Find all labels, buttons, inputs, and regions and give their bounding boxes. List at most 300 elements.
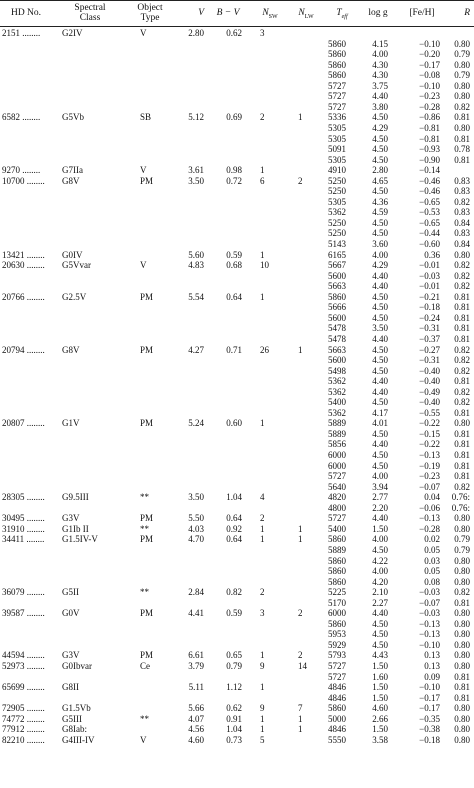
r-cell: 0.81	[454, 112, 470, 123]
b-minus-v-cell: 0.62	[226, 28, 242, 38]
feh-cell: 0.02	[424, 534, 440, 545]
logg-cell: 4.00	[372, 534, 388, 545]
hd-cell: 6582 ........	[2, 112, 41, 123]
nsw-cell: 1	[260, 523, 265, 534]
table-row	[0, 28, 474, 39]
r-cell: 0.79	[454, 534, 470, 545]
logg-cell: 4.50	[372, 302, 388, 313]
table-row	[0, 650, 474, 661]
teff-cell: 5889	[328, 544, 346, 555]
teff-cell: 5727	[328, 513, 346, 524]
v-mag-cell: 4.83	[188, 260, 204, 271]
logg-cell: 4.50	[372, 397, 388, 408]
teff-cell: 5170	[328, 597, 346, 608]
spectral-class-cell: G5Vvar	[62, 260, 91, 271]
r-cell: 0.81	[454, 291, 470, 302]
r-cell: 0.82	[454, 587, 470, 598]
hd-cell: 39587 ........	[2, 608, 45, 619]
r-cell: 0.80	[454, 608, 470, 619]
r-cell: 0.84	[454, 217, 470, 228]
r-cell: 0.80	[454, 724, 470, 735]
table-row	[0, 397, 474, 408]
feh-cell: −0.60	[419, 239, 440, 249]
logg-cell: 4.50	[372, 144, 388, 155]
teff-cell: 5889	[328, 418, 346, 429]
b-minus-v-cell: 0.72	[226, 175, 242, 186]
logg-cell: 4.15	[372, 38, 388, 49]
hd-cell: 20794 ........	[2, 344, 45, 355]
header-bv-text: B − V	[216, 8, 240, 18]
table-row	[0, 418, 474, 429]
v-mag-cell: 5.11	[188, 682, 204, 693]
object-type-cell: **	[140, 713, 149, 724]
feh-cell: 0.08	[424, 576, 440, 587]
header-hd-no: HD No.	[10, 8, 42, 18]
b-minus-v-cell: 0.64	[226, 291, 242, 302]
r-cell: 0.83	[454, 207, 470, 218]
table-row	[0, 482, 474, 493]
header-object-line2: Type	[140, 13, 160, 23]
feh-cell: −0.10	[419, 38, 440, 49]
table-row	[0, 471, 474, 482]
r-cell: 0.80	[454, 122, 470, 133]
teff-cell: 4846	[328, 692, 346, 703]
feh-cell: 0.13	[424, 650, 440, 661]
feh-cell: −0.93	[419, 144, 440, 155]
header-spectral-class	[60, 3, 120, 23]
teff-cell: 5336	[328, 112, 346, 123]
r-cell: 0.80	[454, 618, 470, 629]
teff-cell: 5860	[328, 703, 346, 714]
r-cell: 0.79	[454, 70, 470, 81]
logg-cell: 3.58	[372, 734, 388, 745]
r-cell: 0.82	[454, 344, 470, 355]
logg-cell: 4.00	[372, 249, 388, 260]
feh-cell: −0.40	[419, 376, 440, 387]
r-cell: 0.80	[454, 523, 470, 534]
object-type-cell: Ce	[140, 661, 150, 671]
logg-cell: 4.50	[372, 639, 388, 650]
teff-cell: 4800	[328, 502, 346, 513]
object-type-cell: V	[140, 260, 147, 271]
r-cell: 0.81	[454, 439, 470, 450]
v-mag-cell: 5.50	[188, 513, 204, 524]
feh-cell: −0.14	[419, 165, 440, 176]
logg-cell: 2.27	[372, 597, 388, 608]
table-row	[0, 450, 474, 461]
table-row	[0, 672, 474, 683]
object-type-cell: PM	[140, 608, 154, 619]
nlw-cell: 2	[298, 650, 303, 661]
table-row	[0, 155, 474, 166]
b-minus-v-cell: 1.04	[226, 724, 242, 735]
r-cell: 0.82	[454, 365, 470, 376]
table-row	[0, 693, 474, 704]
table-row	[0, 207, 474, 218]
r-cell: 0.80	[454, 91, 470, 102]
hd-cell: 77912 ........	[2, 724, 45, 735]
header-spectral-line2: Class	[79, 13, 101, 23]
feh-cell: −0.21	[419, 291, 440, 302]
teff-cell: 5362	[328, 207, 346, 218]
feh-cell: −0.35	[419, 713, 440, 724]
logg-cell: 4.50	[372, 112, 388, 123]
feh-cell: 0.13	[424, 661, 440, 671]
header-nlw-n: N	[298, 8, 305, 18]
teff-cell: 4910	[328, 165, 346, 176]
b-minus-v-cell: 0.65	[226, 650, 242, 661]
object-type-cell: PM	[140, 344, 154, 355]
feh-cell: −0.49	[419, 386, 440, 397]
header-v-text: V	[198, 8, 204, 18]
feh-cell: −0.31	[419, 355, 440, 366]
feh-cell: −0.28	[419, 101, 440, 112]
feh-cell: −0.01	[419, 281, 440, 292]
r-cell: 0.81	[454, 428, 470, 439]
hd-cell: 82210 ........	[2, 734, 45, 745]
teff-cell: 5550	[328, 734, 346, 745]
logg-cell: 4.65	[372, 175, 388, 186]
table-row	[0, 513, 474, 524]
v-mag-cell: 5.12	[188, 112, 204, 123]
b-minus-v-cell: 0.79	[226, 661, 242, 671]
logg-cell: 4.50	[372, 228, 388, 239]
logg-cell: 4.60	[372, 703, 388, 714]
logg-cell: 4.30	[372, 59, 388, 70]
object-type-cell: V	[140, 734, 147, 745]
hd-cell: 65699 ........	[2, 682, 45, 693]
v-mag-cell: 6.61	[188, 650, 204, 661]
feh-cell: −0.13	[419, 513, 440, 524]
hd-cell: 72905 ........	[2, 703, 45, 714]
object-type-cell: PM	[140, 650, 154, 661]
logg-cell: 4.50	[372, 629, 388, 640]
b-minus-v-cell: 1.12	[226, 682, 242, 693]
hd-cell: 20807 ........	[2, 418, 45, 429]
hd-cell: 13421 ........	[2, 249, 45, 260]
r-cell: 0.84	[454, 239, 470, 249]
b-minus-v-cell: 0.82	[226, 587, 242, 598]
feh-cell: −0.40	[419, 397, 440, 408]
logg-cell: 2.66	[372, 713, 388, 724]
table-row	[0, 176, 474, 187]
v-mag-cell: 4.60	[188, 734, 204, 745]
feh-cell: −0.18	[419, 734, 440, 745]
nsw-cell: 1	[260, 682, 265, 693]
table-row	[0, 102, 474, 113]
teff-cell: 5953	[328, 629, 346, 640]
r-cell: 0.80	[454, 249, 470, 260]
teff-cell: 5362	[328, 376, 346, 387]
r-cell: 0.80	[454, 59, 470, 70]
logg-cell: 4.50	[372, 217, 388, 228]
v-mag-cell: 5.54	[188, 291, 204, 302]
r-cell: 0.80	[454, 80, 470, 91]
v-mag-cell: 3.79	[188, 661, 204, 671]
r-cell: 0.81	[454, 450, 470, 460]
logg-cell: 4.50	[372, 365, 388, 376]
logg-cell: 4.17	[372, 407, 388, 418]
feh-cell: −0.81	[419, 122, 440, 133]
r-cell: 0.80	[454, 555, 470, 566]
r-cell: 0.78	[454, 144, 470, 155]
header-nsw	[254, 8, 286, 22]
feh-cell: −0.28	[419, 523, 440, 534]
hd-cell: 30495 ........	[2, 513, 45, 524]
teff-cell: 5860	[328, 49, 346, 60]
logg-cell: 1.50	[372, 682, 388, 693]
r-cell: 0.81	[454, 323, 470, 334]
nsw-cell: 4	[260, 492, 265, 503]
feh-cell: −0.65	[419, 196, 440, 207]
r-cell: 0.80	[454, 703, 470, 714]
r-cell: 0.80	[454, 38, 470, 49]
header-nlw	[290, 8, 322, 22]
teff-cell: 5478	[328, 323, 346, 334]
hd-cell: 9270 ........	[2, 165, 41, 176]
logg-cell: 3.94	[372, 481, 388, 492]
table-row	[0, 587, 474, 598]
logg-cell: 4.40	[372, 270, 388, 281]
teff-cell: 5860	[328, 38, 346, 49]
object-type-cell: **	[140, 523, 149, 534]
table-row	[0, 197, 474, 208]
table-row	[0, 239, 474, 250]
feh-cell: −0.81	[419, 133, 440, 144]
spectral-class-cell: G0Ibvar	[62, 661, 92, 671]
spectral-class-cell: G3V	[62, 513, 80, 524]
hd-cell: 34411 ........	[2, 534, 45, 545]
logg-cell: 4.40	[372, 608, 388, 619]
table-row	[0, 134, 474, 145]
nsw-cell: 3	[260, 28, 265, 38]
logg-cell: 4.40	[372, 376, 388, 387]
feh-cell: −0.17	[419, 692, 440, 703]
logg-cell: 3.60	[372, 239, 388, 249]
feh-cell: −0.44	[419, 228, 440, 239]
nlw-cell: 1	[298, 112, 303, 123]
feh-cell: −0.06	[419, 502, 440, 513]
table-row	[0, 429, 474, 440]
table-row	[0, 323, 474, 334]
b-minus-v-cell: 0.60	[226, 418, 242, 429]
logg-cell: 4.40	[372, 91, 388, 102]
logg-cell: 4.50	[372, 450, 388, 460]
r-cell: 0.81	[454, 692, 470, 703]
teff-cell: 5663	[328, 281, 346, 292]
r-cell: 0.83	[454, 228, 470, 239]
feh-cell: −0.03	[419, 608, 440, 619]
teff-cell: 5860	[328, 70, 346, 81]
object-type-cell: PM	[140, 175, 154, 186]
teff-cell: 5400	[328, 397, 346, 408]
logg-cell: 1.50	[372, 692, 388, 703]
nsw-cell: 1	[260, 724, 265, 735]
logg-cell: 4.40	[372, 386, 388, 397]
spectral-class-cell: G0IV	[62, 249, 83, 260]
spectral-class-cell: G8V	[62, 344, 80, 355]
feh-cell: −0.22	[419, 418, 440, 429]
nsw-cell: 5	[260, 734, 265, 745]
nlw-cell: 1	[298, 724, 303, 735]
v-mag-cell: 4.07	[188, 713, 204, 724]
logg-cell: 4.40	[372, 439, 388, 450]
r-cell: 0.81	[454, 333, 470, 344]
r-cell: 0.81	[454, 154, 470, 165]
nlw-cell: 1	[298, 523, 303, 534]
table-row	[0, 366, 474, 377]
table-row	[0, 714, 474, 725]
r-cell: 0.80	[454, 418, 470, 429]
logg-cell: 4.50	[372, 344, 388, 355]
teff-cell: 5727	[328, 661, 346, 671]
nsw-cell: 9	[260, 703, 265, 714]
feh-cell: −0.10	[419, 639, 440, 650]
r-cell: 0.80	[454, 513, 470, 524]
header-nsw-sub: SW	[268, 13, 278, 20]
b-minus-v-cell: 1.04	[226, 492, 242, 503]
table-row	[0, 91, 474, 102]
v-mag-cell: 5.60	[188, 249, 204, 260]
table-row	[0, 503, 474, 514]
table-row	[0, 524, 474, 535]
spectral-class-cell: G3V	[62, 650, 80, 661]
teff-cell: 5793	[328, 650, 346, 661]
nsw-cell: 2	[260, 112, 265, 123]
logg-cell: 3.50	[372, 323, 388, 334]
hd-cell: 44594 ........	[2, 650, 45, 661]
logg-cell: 3.80	[372, 101, 388, 112]
header-rule	[0, 26, 474, 27]
hd-cell: 20630 ........	[2, 260, 45, 271]
teff-cell: 5600	[328, 312, 346, 323]
r-cell: 0.81	[454, 671, 470, 682]
teff-cell: 5727	[328, 671, 346, 682]
r-cell: 0.80	[454, 629, 470, 640]
object-type-cell: PM	[140, 513, 154, 524]
b-minus-v-cell: 0.98	[226, 165, 242, 176]
object-type-cell: V	[140, 165, 147, 176]
table-row	[0, 39, 474, 50]
feh-cell: −0.38	[419, 724, 440, 735]
feh-cell: −0.31	[419, 323, 440, 334]
feh-cell: −0.19	[419, 460, 440, 471]
header-feh: [Fe/H]	[409, 8, 435, 18]
hd-cell: 10700 ........	[2, 175, 45, 186]
feh-cell: −0.13	[419, 450, 440, 460]
table-row	[0, 408, 474, 419]
r-cell: 0.83	[454, 186, 470, 197]
nsw-cell: 26	[260, 344, 269, 355]
teff-cell: 5305	[328, 196, 346, 207]
logg-cell: 4.50	[372, 355, 388, 366]
header-logg: log g	[368, 8, 388, 18]
logg-cell: 4.40	[372, 281, 388, 292]
hd-cell: 74772 ........	[2, 713, 45, 724]
table-row	[0, 682, 474, 693]
logg-cell: 4.29	[372, 260, 388, 271]
feh-cell: −0.10	[419, 682, 440, 693]
table-row	[0, 186, 474, 197]
feh-cell: −0.07	[419, 597, 440, 608]
feh-cell: −0.53	[419, 207, 440, 218]
logg-cell: 4.22	[372, 555, 388, 566]
v-mag-cell: 4.41	[188, 608, 204, 619]
table-row	[0, 281, 474, 292]
teff-cell: 5225	[328, 587, 346, 598]
r-cell: 0.82	[454, 397, 470, 408]
teff-cell: 6000	[328, 460, 346, 471]
logg-cell: 4.20	[372, 576, 388, 587]
r-cell: 0.80	[454, 576, 470, 587]
logg-cell: 4.43	[372, 650, 388, 661]
feh-cell: 0.05	[424, 544, 440, 555]
table-row	[0, 271, 474, 282]
v-mag-cell: 5.24	[188, 418, 204, 429]
feh-cell: −0.23	[419, 471, 440, 482]
logg-cell: 4.40	[372, 333, 388, 344]
r-cell: 0.81	[454, 682, 470, 693]
header-spectral-line1: Spectral	[74, 3, 106, 13]
teff-cell: 5860	[328, 291, 346, 302]
teff-cell: 5640	[328, 481, 346, 492]
v-mag-cell: 4.70	[188, 534, 204, 545]
r-cell: 0.76:	[451, 492, 470, 503]
logg-cell: 4.50	[372, 312, 388, 323]
teff-cell: 6000	[328, 450, 346, 460]
logg-cell: 4.29	[372, 122, 388, 133]
table-row	[0, 334, 474, 345]
spectral-class-cell: G1.5IV-V	[62, 534, 98, 545]
nsw-cell: 10	[260, 260, 269, 271]
teff-cell: 5305	[328, 122, 346, 133]
hd-cell: 52973 ........	[2, 661, 45, 671]
v-mag-cell: 3.50	[188, 175, 204, 186]
feh-cell: −0.13	[419, 629, 440, 640]
teff-cell: 5860	[328, 566, 346, 577]
object-type-cell: PM	[140, 418, 154, 429]
teff-cell: 5860	[328, 534, 346, 545]
r-cell: 0.79	[454, 49, 470, 60]
teff-cell: 5860	[328, 576, 346, 587]
nsw-cell: 1	[260, 291, 265, 302]
header-r-text: R	[464, 8, 470, 18]
feh-cell: −0.13	[419, 618, 440, 629]
table-row	[0, 250, 474, 261]
r-cell: 0.81	[454, 471, 470, 482]
header-teff	[326, 8, 358, 22]
r-cell: 0.80	[454, 639, 470, 650]
logg-cell: 1.50	[372, 523, 388, 534]
table-row	[0, 461, 474, 472]
logg-cell: 1.50	[372, 661, 388, 671]
teff-cell: 5667	[328, 260, 346, 271]
spectral-class-cell: G1V	[62, 418, 80, 429]
teff-cell: 5860	[328, 59, 346, 70]
r-cell: 0.82	[454, 196, 470, 207]
feh-cell: −0.18	[419, 302, 440, 313]
table-row	[0, 598, 474, 609]
table-row	[0, 566, 474, 577]
teff-cell: 5860	[328, 555, 346, 566]
logg-cell: 4.50	[372, 618, 388, 629]
r-cell: 0.82	[454, 270, 470, 281]
header-teff-t: T	[336, 8, 342, 18]
r-cell: 0.79	[454, 544, 470, 555]
hd-cell: 31910 ........	[2, 523, 45, 534]
object-type-cell: PM	[140, 534, 154, 545]
nsw-cell: 1	[260, 418, 265, 429]
